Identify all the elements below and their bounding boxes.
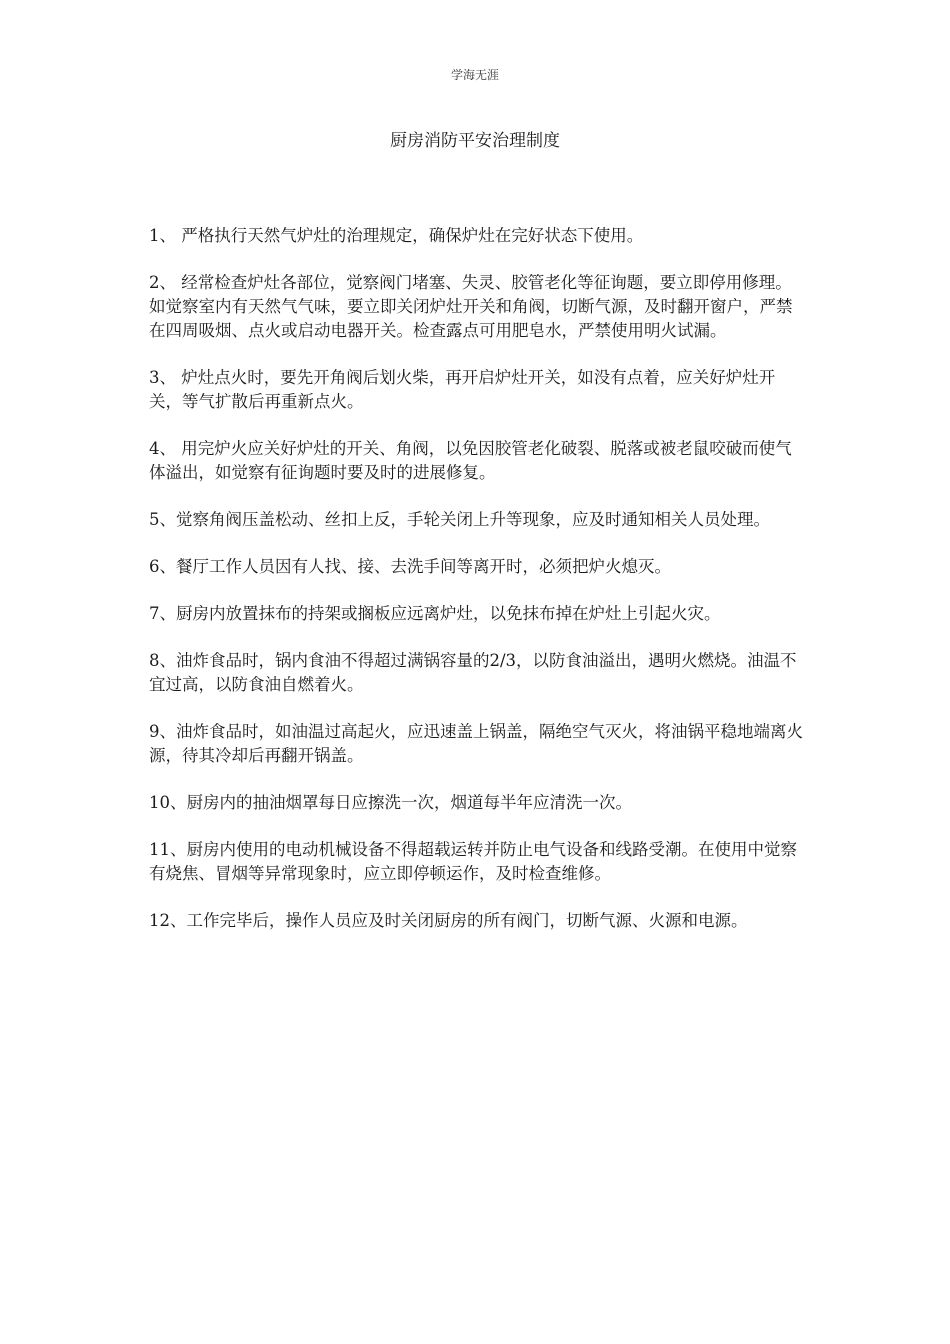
- rule-paragraph-4: 4、 用完炉火应关好炉灶的开关、角阀，以免因胶管老化破裂、脱落或被老鼠咬破而使气体溢出，如觉察有征询题时要及时的进展修复。: [149, 439, 792, 482]
- document-title: 厨房消防平安治理制度: [390, 131, 560, 151]
- rule-paragraph-12: 12、工作完毕后，操作人员应及时关闭厨房的所有阀门，切断气源、火源和电源。: [149, 911, 748, 930]
- rule-paragraph-1: 1、 严格执行天然气炉灶的治理规定，确保炉灶在完好状态下使用。: [149, 226, 644, 245]
- rule-paragraph-2: 2、 经常检查炉灶各部位，觉察阀门堵塞、失灵、胶管老化等征询题，要立即停用修理。如觉察室内有天然气气味，要立即关闭炉灶开关和角阀，切断气源，及时翻开窗户，严禁在四周吸烟、点火或启动电器开关。检查露点可用肥皂水，严禁使用明火试漏。: [149, 273, 793, 340]
- rule-paragraph-10: 10、厨房内的抽油烟罩每日应擦洗一次，烟道每半年应清洗一次。: [149, 793, 632, 812]
- rule-paragraph-3: 3、 炉灶点火时，要先开角阀后划火柴，再开启炉灶开关，如没有点着，应关好炉灶开关，等气扩散后再重新点火。: [149, 368, 776, 411]
- page-header: 学海无涯: [450, 68, 499, 82]
- rule-paragraph-11: 11、厨房内使用的电动机械设备不得超载运转并防止电气设备和线路受潮。在使用中觉察有烧焦、冒烟等异常现象时，应立即停顿运作，及时检查维修。: [149, 840, 797, 883]
- rule-paragraph-6: 6、餐厅工作人员因有人找、接、去洗手间等离开时，必须把炉火熄灭。: [149, 557, 671, 576]
- rule-paragraph-8: 8、油炸食品时，锅内食油不得超过满锅容量的2/3，以防食油溢出，遇明火燃烧。油温不宜过高，以防食油自燃着火。: [149, 651, 797, 694]
- rule-paragraph-5: 5、觉察角阀压盖松动、丝扣上反，手轮关闭上升等现象，应及时通知相关人员处理。: [149, 510, 770, 529]
- document-body: [149, 224, 804, 956]
- rule-paragraph-9: 9、油炸食品时，如油温过高起火，应迅速盖上锅盖，隔绝空气灭火，将油锅平稳地端离火源，待其冷却后再翻开锅盖。: [149, 722, 803, 765]
- rule-paragraph-7: 7、厨房内放置抹布的持架或搁板应远离炉灶，以免抹布掉在炉灶上引起火灾。: [149, 604, 721, 623]
